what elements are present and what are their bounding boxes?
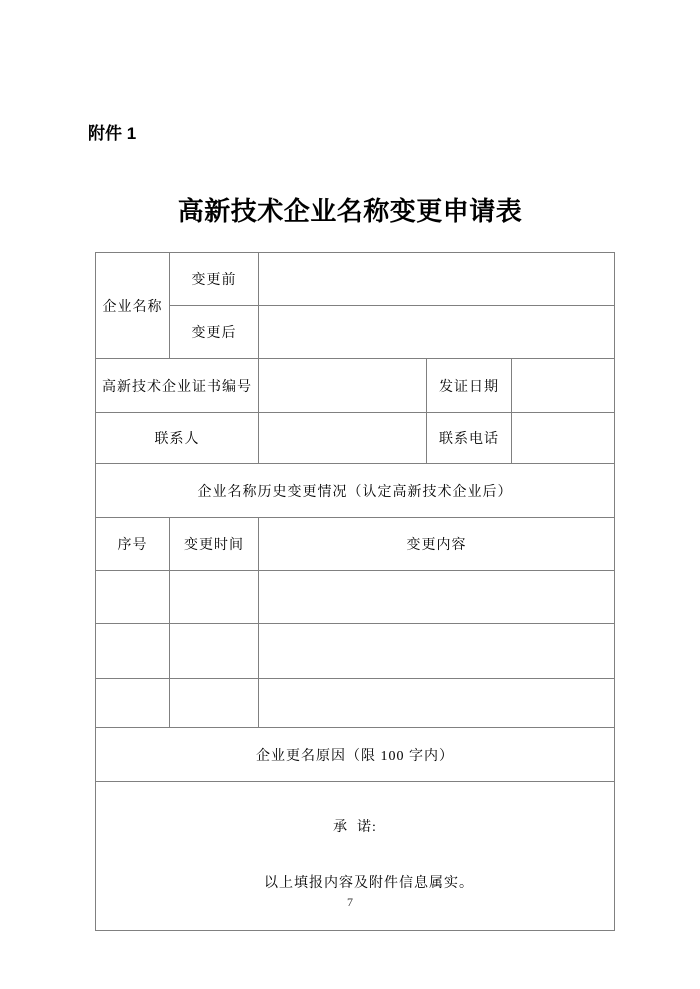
- before-change-label: 变更前: [170, 253, 259, 306]
- history-index-cell: [96, 571, 170, 624]
- row-company-name-after: [96, 306, 615, 359]
- history-row: [96, 624, 615, 679]
- history-index-cell: [96, 679, 170, 728]
- history-header-content: 变更内容: [259, 518, 615, 571]
- commitment-heading: 承 诺:: [333, 820, 377, 835]
- page-number: 7: [347, 895, 353, 909]
- history-content-cell: [259, 571, 615, 624]
- history-row: [96, 571, 615, 624]
- history-time-cell: [170, 679, 259, 728]
- history-row: [96, 679, 615, 728]
- before-change-value-cell: [259, 253, 615, 306]
- history-index-cell: [96, 624, 170, 679]
- certificate-number-value-cell: [259, 359, 427, 413]
- page-title: 高新技术企业名称变更申请表: [177, 197, 523, 226]
- contact-phone-label: 联系电话: [427, 413, 512, 464]
- history-time-cell: [170, 624, 259, 679]
- row-company-name-before: [96, 253, 615, 306]
- history-header-index: 序号: [96, 518, 170, 571]
- history-content-cell: [259, 679, 615, 728]
- contact-phone-value-cell: [512, 413, 615, 464]
- row-rename-reason: [96, 728, 615, 782]
- certificate-number-label: 高新技术企业证书编号: [96, 359, 259, 413]
- row-history-section-title: [96, 464, 615, 518]
- history-header-time: 变更时间: [170, 518, 259, 571]
- contact-person-value-cell: [259, 413, 427, 464]
- history-content-cell: [259, 624, 615, 679]
- company-name-label: 企业名称: [96, 253, 170, 359]
- rename-reason-cell: 企业更名原因（限 100 字内）: [96, 728, 615, 782]
- contact-person-label: 联系人: [96, 413, 259, 464]
- after-change-label: 变更后: [170, 306, 259, 359]
- row-history-headers: [96, 518, 615, 571]
- application-form-table: [95, 252, 615, 931]
- history-section-title: 企业名称历史变更情况（认定高新技术企业后）: [96, 464, 615, 518]
- row-contact: [96, 413, 615, 464]
- issue-date-value-cell: [512, 359, 615, 413]
- row-certificate: [96, 359, 615, 413]
- after-change-value-cell: [259, 306, 615, 359]
- commitment-body: 以上填报内容及附件信息属实。: [264, 875, 474, 891]
- attachment-label: 附件 1: [88, 124, 137, 143]
- issue-date-label: 发证日期: [427, 359, 512, 413]
- history-time-cell: [170, 571, 259, 624]
